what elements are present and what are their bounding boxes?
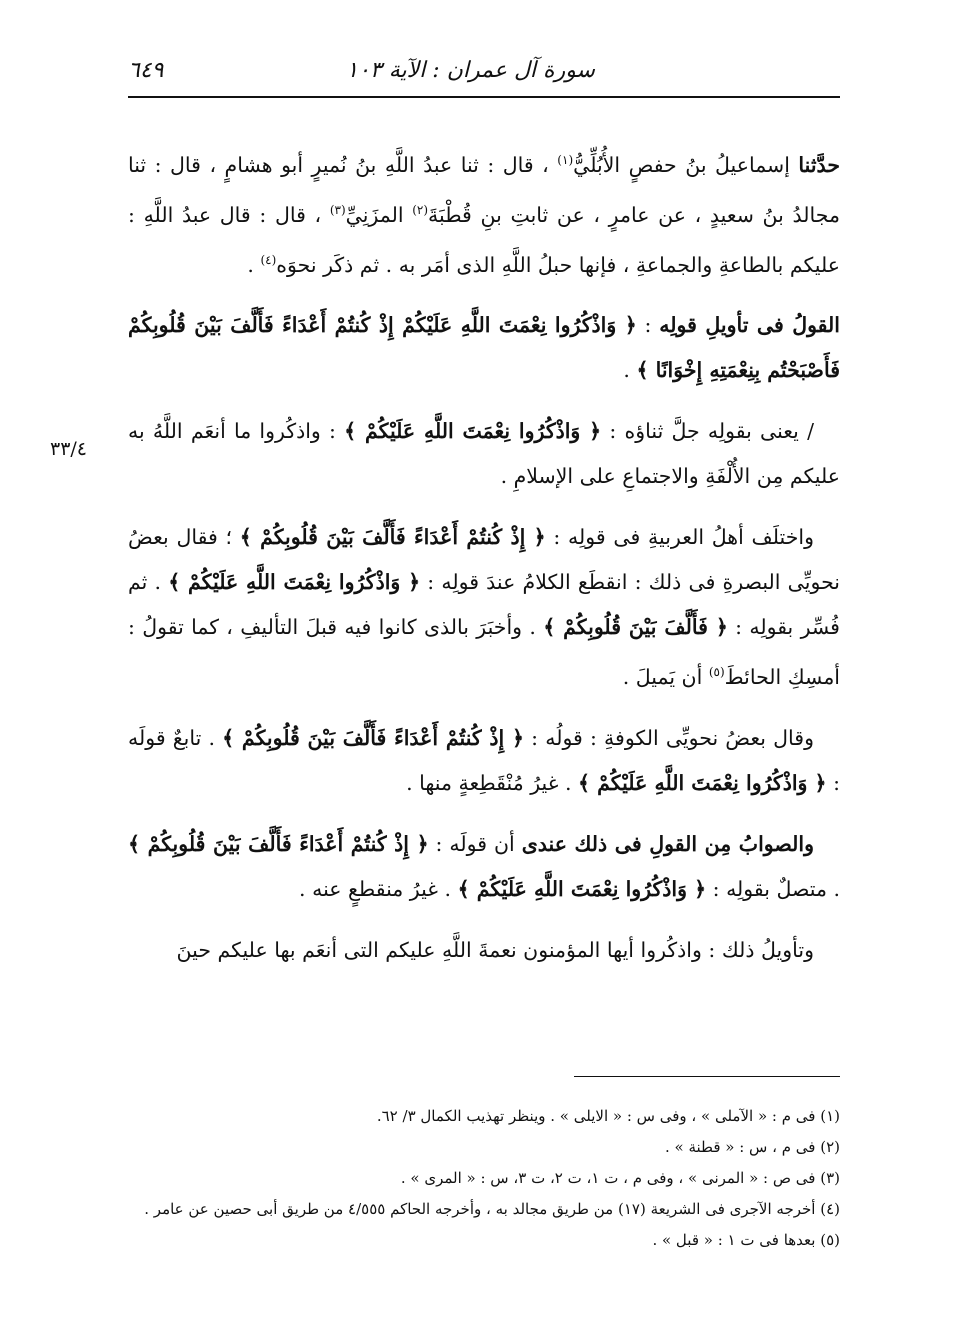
paragraph [128,716,840,806]
footnote-item: (٥) بعدها فى ت ١ : « قبل » . [652,1231,840,1249]
footnote-marker: (٥) [708,665,725,680]
text-run: . تابعٌ قولَه : [128,726,840,796]
footnote-marker: (٤) [260,252,277,267]
text-run: أن قولَه : [428,832,522,857]
text-run: : واذكُروا ما أنعَم اللَّهُ به عليكم مِن الأُلْفَةِ والاجتماعِ على الإسلامِ . [128,419,840,489]
text-run: ، قال : ثنا عبدُ اللَّهِ بنُ نُميرٍ أبو هشامٍ ، قال : ثنا مجالدُ بنُ سعيدٍ ، عن عامرٍ ، عن ثابتِ بنِ قُطْبَةَ [128,152,840,227]
page-number: ٦٤٩ [128,58,164,83]
text-run: وقال بعضُ نحويِّى الكوفةِ : قولُه : [524,726,815,751]
footnotes [128,1101,840,1256]
quran-quote: ﴿ إِذْ كُنتُمْ أَعْدَاءً فَأَلَّفَ بَيْنَ قُلُوبِكُمْ ﴾ [222,726,525,751]
footnote-item: (١) فى م : « الآملى » ، وفى س : « الايلى » . وينظر تهذيب الكمال ٣/ ٦٢. [376,1107,840,1125]
footnote-divider [574,1076,840,1077]
footnote-item: (٣) فى ص : « المرنى » ، وفى م ، ت ١، ت ٢، ت ٣، س : « المرى » . [400,1169,840,1187]
paragraph [128,515,840,700]
quran-quote: ﴿ وَاذْكُرُوا نِعْمَتَ اللَّهِ عَلَيْكُمْ ﴾ [578,771,827,796]
bold-heading-text: والصوابُ مِن القولِ فى ذلك عندى [521,832,814,857]
paragraph [128,303,840,393]
text-run: . ثم فُسِّر بقولِه : [128,570,840,640]
text-run: . [623,358,637,383]
main-text [128,138,840,989]
margin-volume-page-note: ٣٣/٤ [50,438,88,460]
bold-heading-text: حدَّثنا [798,152,840,177]
footnote-item: (٤) أخرجه الآجرى فى الشريعة (١٧) من طريق مجالد به ، وأخرجه الحاكم ٤/٥٥٥ من طريق أبى حصين عن عامر . [144,1200,840,1218]
paragraph [128,928,840,973]
running-title: سورة آل عمران : الآية ١٠٣ [346,58,595,83]
footnote-marker: (١) [557,153,574,167]
paragraph [128,822,840,912]
text-run: أن يَميلَ . [622,665,709,690]
text-run: . [247,252,261,277]
quran-quote: ﴿ وَاذْكُرُوا نِعْمَتَ اللَّهِ عَلَيْكُمْ إِذْ كُنتُمْ أَعْدَاءً فَأَلَّفَ بَيْنَ قُلُوبِكُمْ فَأَصْبَحْتُم بِنِعْمَتِهِ إِخْوَانًا ﴾ [128,313,840,383]
quran-quote: ﴿ وَاذْكُرُوا نِعْمَتَ اللَّهِ عَلَيْكُمْ ﴾ [457,877,707,902]
page-header [128,56,840,98]
text-run: . غيرُ مُنْقَطِعةٍ منها . [406,771,578,796]
text-run: . غيرُ منقطعٍ عنه . [299,877,458,902]
footnote-marker: (٣) [329,202,346,217]
paragraph [128,409,840,499]
text-run: . وأخبَرَ بالذى كانوا فيه قبلَ التأليفِ ، كما تقولُ : أمسِكِ الحائطَ [128,615,840,690]
quran-quote: ﴿ إِذْ كُنتُمْ أَعْدَاءً فَأَلَّفَ بَيْنَ قُلُوبِكُمْ ﴾ [239,525,546,550]
text-run: . متصلٌ بقولِه : [706,877,840,902]
text-run: ؛ فقال بعضُ نحويِّى البصرةِ فى ذلك : انقطَع الكلامُ عندَ قولِه : [128,525,841,595]
text-run: : [636,313,660,338]
quran-quote: ﴿ وَاذْكُرُوا نِعْمَتَ اللَّهِ عَلَيْكُمْ ﴾ [344,419,602,444]
bold-heading-text: القولُ فى تأويلِ قولِه [659,313,840,338]
quran-quote: ﴿ فَأَلَّفَ بَيْنَ قُلُوبِكُمْ ﴾ [543,615,728,640]
text-run: ، قال : قال عبدُ اللَّهِ : عليكم بالطاعةِ والجماعةِ ، فإنها حبلُ اللَّهِ الذى أمَر به . ثم ذكَر نحوَه [128,202,840,277]
text-run: واختلَف أهلُ العربيةِ فى قولِه : [545,525,814,550]
footnote-item: (٢) فى م ، س : « قطنة » . [664,1138,840,1156]
text-run: المزَنِيِّ [345,202,413,227]
quran-quote: ﴿ إِذْ كُنتُمْ أَعْدَاءً فَأَلَّفَ بَيْنَ قُلُوبِكُمْ ﴾ [128,832,429,857]
footnote-marker: (٢) [412,202,429,217]
text-run: إسماعيلُ بنُ حفصٍ الأُبُلِّيُّ [573,152,799,177]
paragraph [128,138,840,287]
text-run: / يعنى بقولِه جلَّ ثناؤه : [601,419,814,444]
quran-quote: ﴿ وَاذْكُرُوا نِعْمَتَ اللَّهِ عَلَيْكُمْ ﴾ [168,570,421,595]
text-run: وتأويلُ ذلك : واذكُروا أيها المؤمنون نعمةَ اللَّهِ عليكم التى أنعَم بها عليكم حينَ [176,938,814,963]
